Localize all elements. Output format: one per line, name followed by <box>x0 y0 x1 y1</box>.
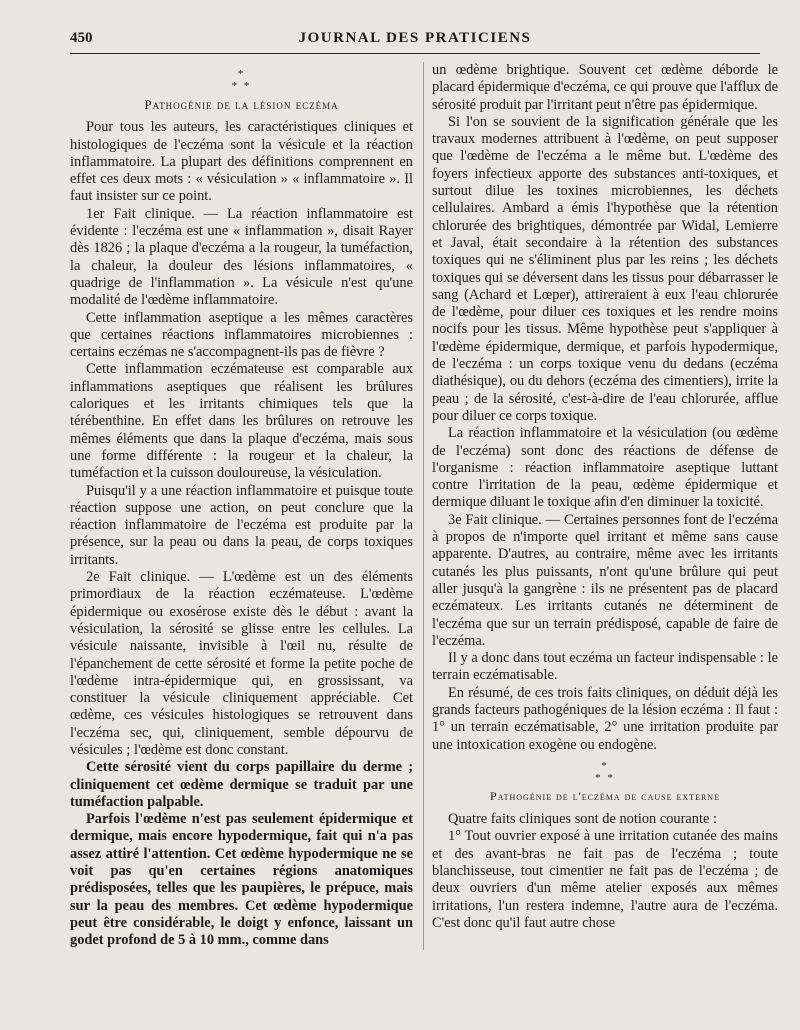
paragraph: 3e Fait clinique. — Certaines personnes font de l'eczéma à propos de n'importe quel irritant et même sans cause apparente. D'autres, au contraire, même avec les irritants cutanés les plus puissants, n'ont qu'une brûlure qui peut aller jusqu'à la gangrène : ils ne présentent pas de placard eczémateux. Les irritants cutanés ne déterminent de l'eczéma que sur un terrain prédisposé, capable de faire de l'eczéma. <box>432 511 778 649</box>
asterism: * * * <box>231 68 252 92</box>
paragraph: un œdème brightique. Souvent cet œdème déborde le placard épidermique d'eczéma, ce qui prouve que l'afflux de sérosité produit par l'irritant peut n'être pas épidermique. <box>432 62 778 113</box>
paragraph: 2e Fait clinique. — L'œdème est un des éléments primordiaux de la réaction eczémateuse. L'œdème épidermique ou exosérose existe dès le début : avant la vésiculation, la sérosité se glisse entre les cellules. La vésicule naissante, invisible à l'œil nu, résulte de l'épanchement de cette sérosité et forme la petite poche de l'œdème intra-épidermique qui, en grossissant, va constituer la vésicule cliniquement appréciable. Cet œdème, ces vésicules histologiques se retrouvent dans l'eczéma sec, qui, cliniquement, semble dépourvu de vésicules ; l'œdème est donc constant. <box>70 569 414 758</box>
paragraph: Cette inflammation aseptique a les mêmes caractères que certaines réactions inflammatoires microbiennes : certains eczémas ne s'accompagnent-ils pas de fièvre ? <box>70 309 414 361</box>
paragraph: 1er Fait clinique. — La réaction inflammatoire est évidente : l'eczéma est une « inflammation », disait Rayer dès 1826 ; la plaque d'eczéma a la rougeur, la tuméfaction, la chaleur, la douleur des lésions inflammatoires, « quadrige de l'inflammation ». La vésicule n'est qu'une modalité de l'œdème inflammatoire. <box>70 205 414 309</box>
paragraph: Cette sérosité vient du corps papillaire du derme ; cliniquement cet œdème dermique se traduit par une tuméfaction palpable. <box>70 759 414 810</box>
page-number: 450 <box>70 30 93 46</box>
section-title: Pathogénie de la lésion eczéma <box>144 97 339 112</box>
paragraph: Si l'on se souvient de la signification générale que les travaux modernes attribuent à l'œdème, on peut supposer que l'œdème de l'eczéma a le même but. L'œdème des foyers infectieux apporte des substances anti-toxiques, et surtout dilue les toxines microbiennes, les déchets cellulaires. Ambard a émis l'hypothèse que la rétention chlorurée des brightiques, démontrée par Widal, Lemierre et Javal, était secondaire à la rétention des substances toxiques qui ne s'éliminent plus par les reins ; les déchets toxiques qui se déversent dans les tissus pour débarrasser le sang (Achard et Lœper), attireraient à eux l'eau chlorurée de l'œdème, pour diluer ces toxiques et les rendre moins nocifs pour les tissus. Même hypothèse peut s'appliquer à l'œdème épidermique, dermique, et parfois hypodermique, de l'eczéma : un corps toxique venu du dedans (eczéma diathésique), ou du dehors (eczéma des cimentiers), irrite la peau ; de la sérosité, c'est-à-dire de l'eau chlorurée, afflue pour diluer ce corps toxique. <box>432 113 778 424</box>
paragraph: Pour tous les auteurs, les caractéristiques cliniques et histologiques de l'eczéma sont la vésicule et la réaction inflammatoire. La plupart des définitions comprennent en effet ces deux mots : « vésiculation » « inflammatoire ». Il faut insister sur ce point. <box>70 119 414 205</box>
paragraph: Il y a donc dans tout eczéma un facteur indispensable : le terrain eczématisable. <box>432 650 778 684</box>
paragraph: La réaction inflammatoire et la vésiculation (ou œdème de l'eczéma) sont donc des réactions de défense de l'organisme : réaction inflammatoire aseptique luttant contre l'irritation de la peau, œdème épidermique et dermique diluant le toxique afin d'en diminuer la toxicité. <box>432 425 778 511</box>
paragraph: Quatre faits cliniques sont de notion courante : <box>448 811 717 828</box>
section-title: Pathogénie de l'eczéma de cause externe <box>490 788 720 803</box>
paragraph: Puisqu'il y a une réaction inflammatoire et puisque toute réaction suppose une action, on peut conclure que la réaction inflammatoire de l'eczéma est produite par la présence, sur la peau ou dans la peau, de corps toxiques irritants. <box>70 482 414 568</box>
asterism: * * * <box>595 759 615 784</box>
right-column <box>423 62 778 950</box>
page-header <box>70 30 760 54</box>
text-columns <box>70 62 778 950</box>
journal-title: JOURNAL DES PRATICIENS <box>298 30 532 46</box>
left-column <box>70 62 413 950</box>
paragraph: En résumé, de ces trois faits cliniques, on déduit déjà les grands facteurs pathogéniques de la lésion eczéma : Il faut : 1° un terrain eczématisable, 2° une irritation produite par une intoxication exogène ou endogène. <box>432 684 778 753</box>
paragraph: Parfois l'œdème n'est pas seulement épidermique et dermique, mais encore hypodermique, fait qui n'a pas assez attiré l'attention. Cet œdème hypodermique ne se voit pas qu'en certaines régions anatomiques prédisposées, telles que les paupières, le prépuce, mais sur la peau des membres. Cet œdème hypodermique peut être considérable, le doigt y enfonce, laissant un godet profond de 5 à 10 mm., comme dans <box>70 811 414 949</box>
paragraph: 1° Tout ouvrier exposé à une irritation cutanée des mains et des avant-bras ne fait pas de l'eczéma ; toute blanchisseuse, tout cimentier ne fait pas de l'eczéma ; de deux ouvriers d'un même atelier exposés aux mêmes irritations, l'un restera indemne, l'autre aura de l'eczéma. C'est donc qu'il faut autre chose <box>432 828 778 931</box>
paragraph: Cette inflammation eczémateuse est comparable aux inflammations aseptiques que réalisent les brûlures caloriques et les irritants chimiques tels que la térébenthine. En effet dans les brûlures on retrouve les mêmes éléments que dans la plaque d'eczéma, mais sous une forme différente : la rougeur et la chaleur, la tuméfaction et la cuisson douloureuse, la vésiculation. <box>70 361 414 482</box>
